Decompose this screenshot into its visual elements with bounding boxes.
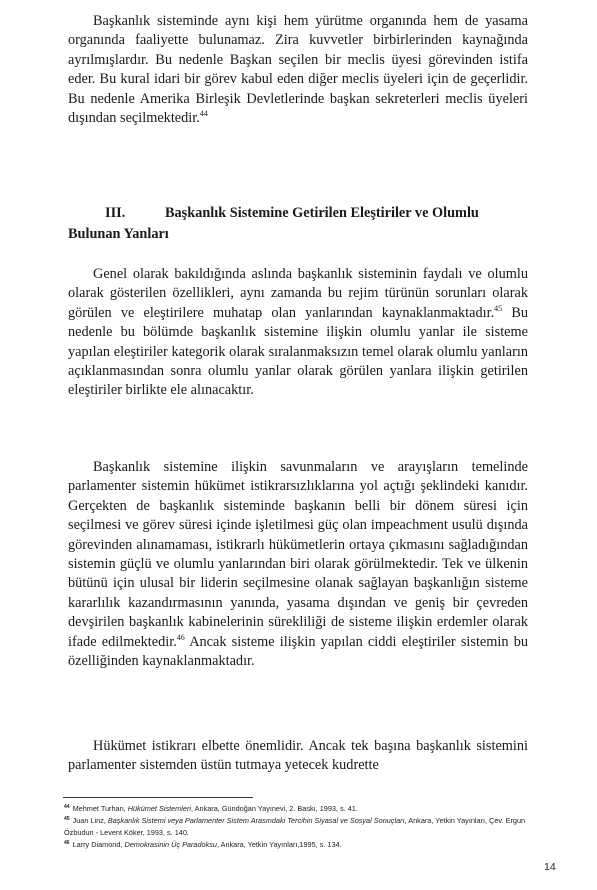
paragraph-1-text: Başkanlık sisteminde aynı kişi hem yürütme organında hem de yasama organında faaliyette bulunamaz. Zira kuvvetler birbirlerinden kaynağında ayrılmışlardır. Bu nedenle Başkan seçilen bir meclis üyesi görevinden istifa eder. Bu kural idari bir görev kabul eden diğer meclis üyeleri için de geçerlidir. Bu nedenle Amerika Birleşik Devletlerinde başkan sekreterleri meclis üyeleri dışından seçilmektedir. bbox=[68, 13, 528, 127]
footnote-46 bbox=[64, 839, 534, 851]
footnote-details: , Ankara, Yetkin Yayınları,1995, s. 134. bbox=[216, 840, 342, 849]
footnote-details: , Ankara, Yetkin Yayınları, Çev. Ergun Özbudun - Levent Köker, 1993, s. 140. bbox=[64, 816, 526, 837]
section-number: III. bbox=[105, 205, 126, 221]
footnote-ref-45[interactable]: 45 bbox=[494, 304, 503, 314]
page-number: 14 bbox=[544, 861, 556, 873]
footnote-number: 45 bbox=[64, 815, 70, 822]
footnote-title: Demokrasinin Üç Paradoksu bbox=[124, 840, 217, 849]
footnote-ref-46[interactable]: 46 bbox=[176, 632, 185, 642]
section-title: Başkanlık Sistemine Getirilen Eleştiriler ve Olumlu Bulunan Yanları bbox=[68, 205, 479, 242]
footnote-author: Juan Linz, bbox=[72, 816, 108, 825]
paragraph-3 bbox=[68, 458, 528, 671]
paragraph-3-text-b: Ancak sisteme ilişkin yapılan ciddi eleştiriler sistemin bu özelliğinden kaynaklanmaktadır. bbox=[68, 633, 529, 670]
footnote-title: Hükümet Sistemleri bbox=[127, 804, 191, 813]
footnotes bbox=[64, 803, 534, 851]
footnote-author: Mehmet Turhan, bbox=[72, 804, 128, 813]
paragraph-3-text-a: Başkanlık sistemine ilişkin savunmaların ve arayışların temelinde parlamenter sistemin hükümet istikrarsızlıklarına yol açtığı şeklindeki kanıdır. Gerçekten de başkanlık sisteminde başkanın belli bir dönem süresi için seçilmesi ve görev süresi içinde işletilmesi güç olan impeachment usulü dışında görevinden alınamaması, istikrarlı hükümetlerin ortaya çıkmasını sağladığından sistemin güçlü ve olumlu yanlarından biri olarak görülmektedir. Tek ve ülkenin bütünü için ulusal bir liderin seçilmesine olanak sağlayan başkanlığın sisteme kararlılık kazandırmasının yanında, yasama dışından ve geniş bir çevreden devşirilen başkanlık kabinelerinin sürekliliği de sisteme ilişkin erdemler olarak ifade edilmektedir. bbox=[68, 459, 528, 650]
footnote-45 bbox=[64, 815, 534, 839]
footnote-number: 46 bbox=[64, 839, 70, 846]
footnote-details: , Ankara, Gündoğan Yayınevi, 2. Baskı, 1993, s. 41. bbox=[191, 804, 358, 813]
footnote-44 bbox=[64, 803, 534, 815]
paragraph-2-text-a: Genel olarak bakıldığında aslında başkanlık sisteminin faydalı ve olumlu olarak gösterilen özellikleri, aynı zamanda bu rejim türünün sorunları olarak görülen ve eleştirilere muhatap olan yanlarından kaynaklanmaktadır. bbox=[68, 266, 528, 321]
paragraph-4-text: Hükümet istikrarı elbette önemlidir. Ancak tek başına başkanlık sistemini parlamenter sistemden üstün tutmaya yetecek kudrette bbox=[68, 738, 528, 774]
paragraph-2 bbox=[68, 265, 528, 401]
footnote-number: 44 bbox=[64, 803, 70, 810]
paragraph-2-text-b: Bu nedenle bu bölümde başkanlık sistemine ilişkin olumlu yanlar ile sisteme yapılan eleştiriler kategorik olarak sıralanmaksızın temel olarak olumlu yanların açıklanmasından sonra olumlu yanlar olarak görülen yanlara ilişkin getirilen eleştiriler birlikte ele alınacaktır. bbox=[68, 304, 529, 399]
footnote-divider bbox=[63, 797, 253, 798]
paragraph-1 bbox=[68, 12, 528, 128]
footnote-title: Başkanlık Sistemi veya Parlamenter Sistem Arasındaki Tercihin Siyasal ve Sosyal Sonuçları bbox=[107, 816, 405, 825]
paragraph-4 bbox=[68, 737, 528, 776]
footnote-author: Larry Diamond, bbox=[72, 840, 125, 849]
footnote-ref-44[interactable]: 44 bbox=[199, 109, 208, 119]
section-heading bbox=[68, 203, 528, 245]
